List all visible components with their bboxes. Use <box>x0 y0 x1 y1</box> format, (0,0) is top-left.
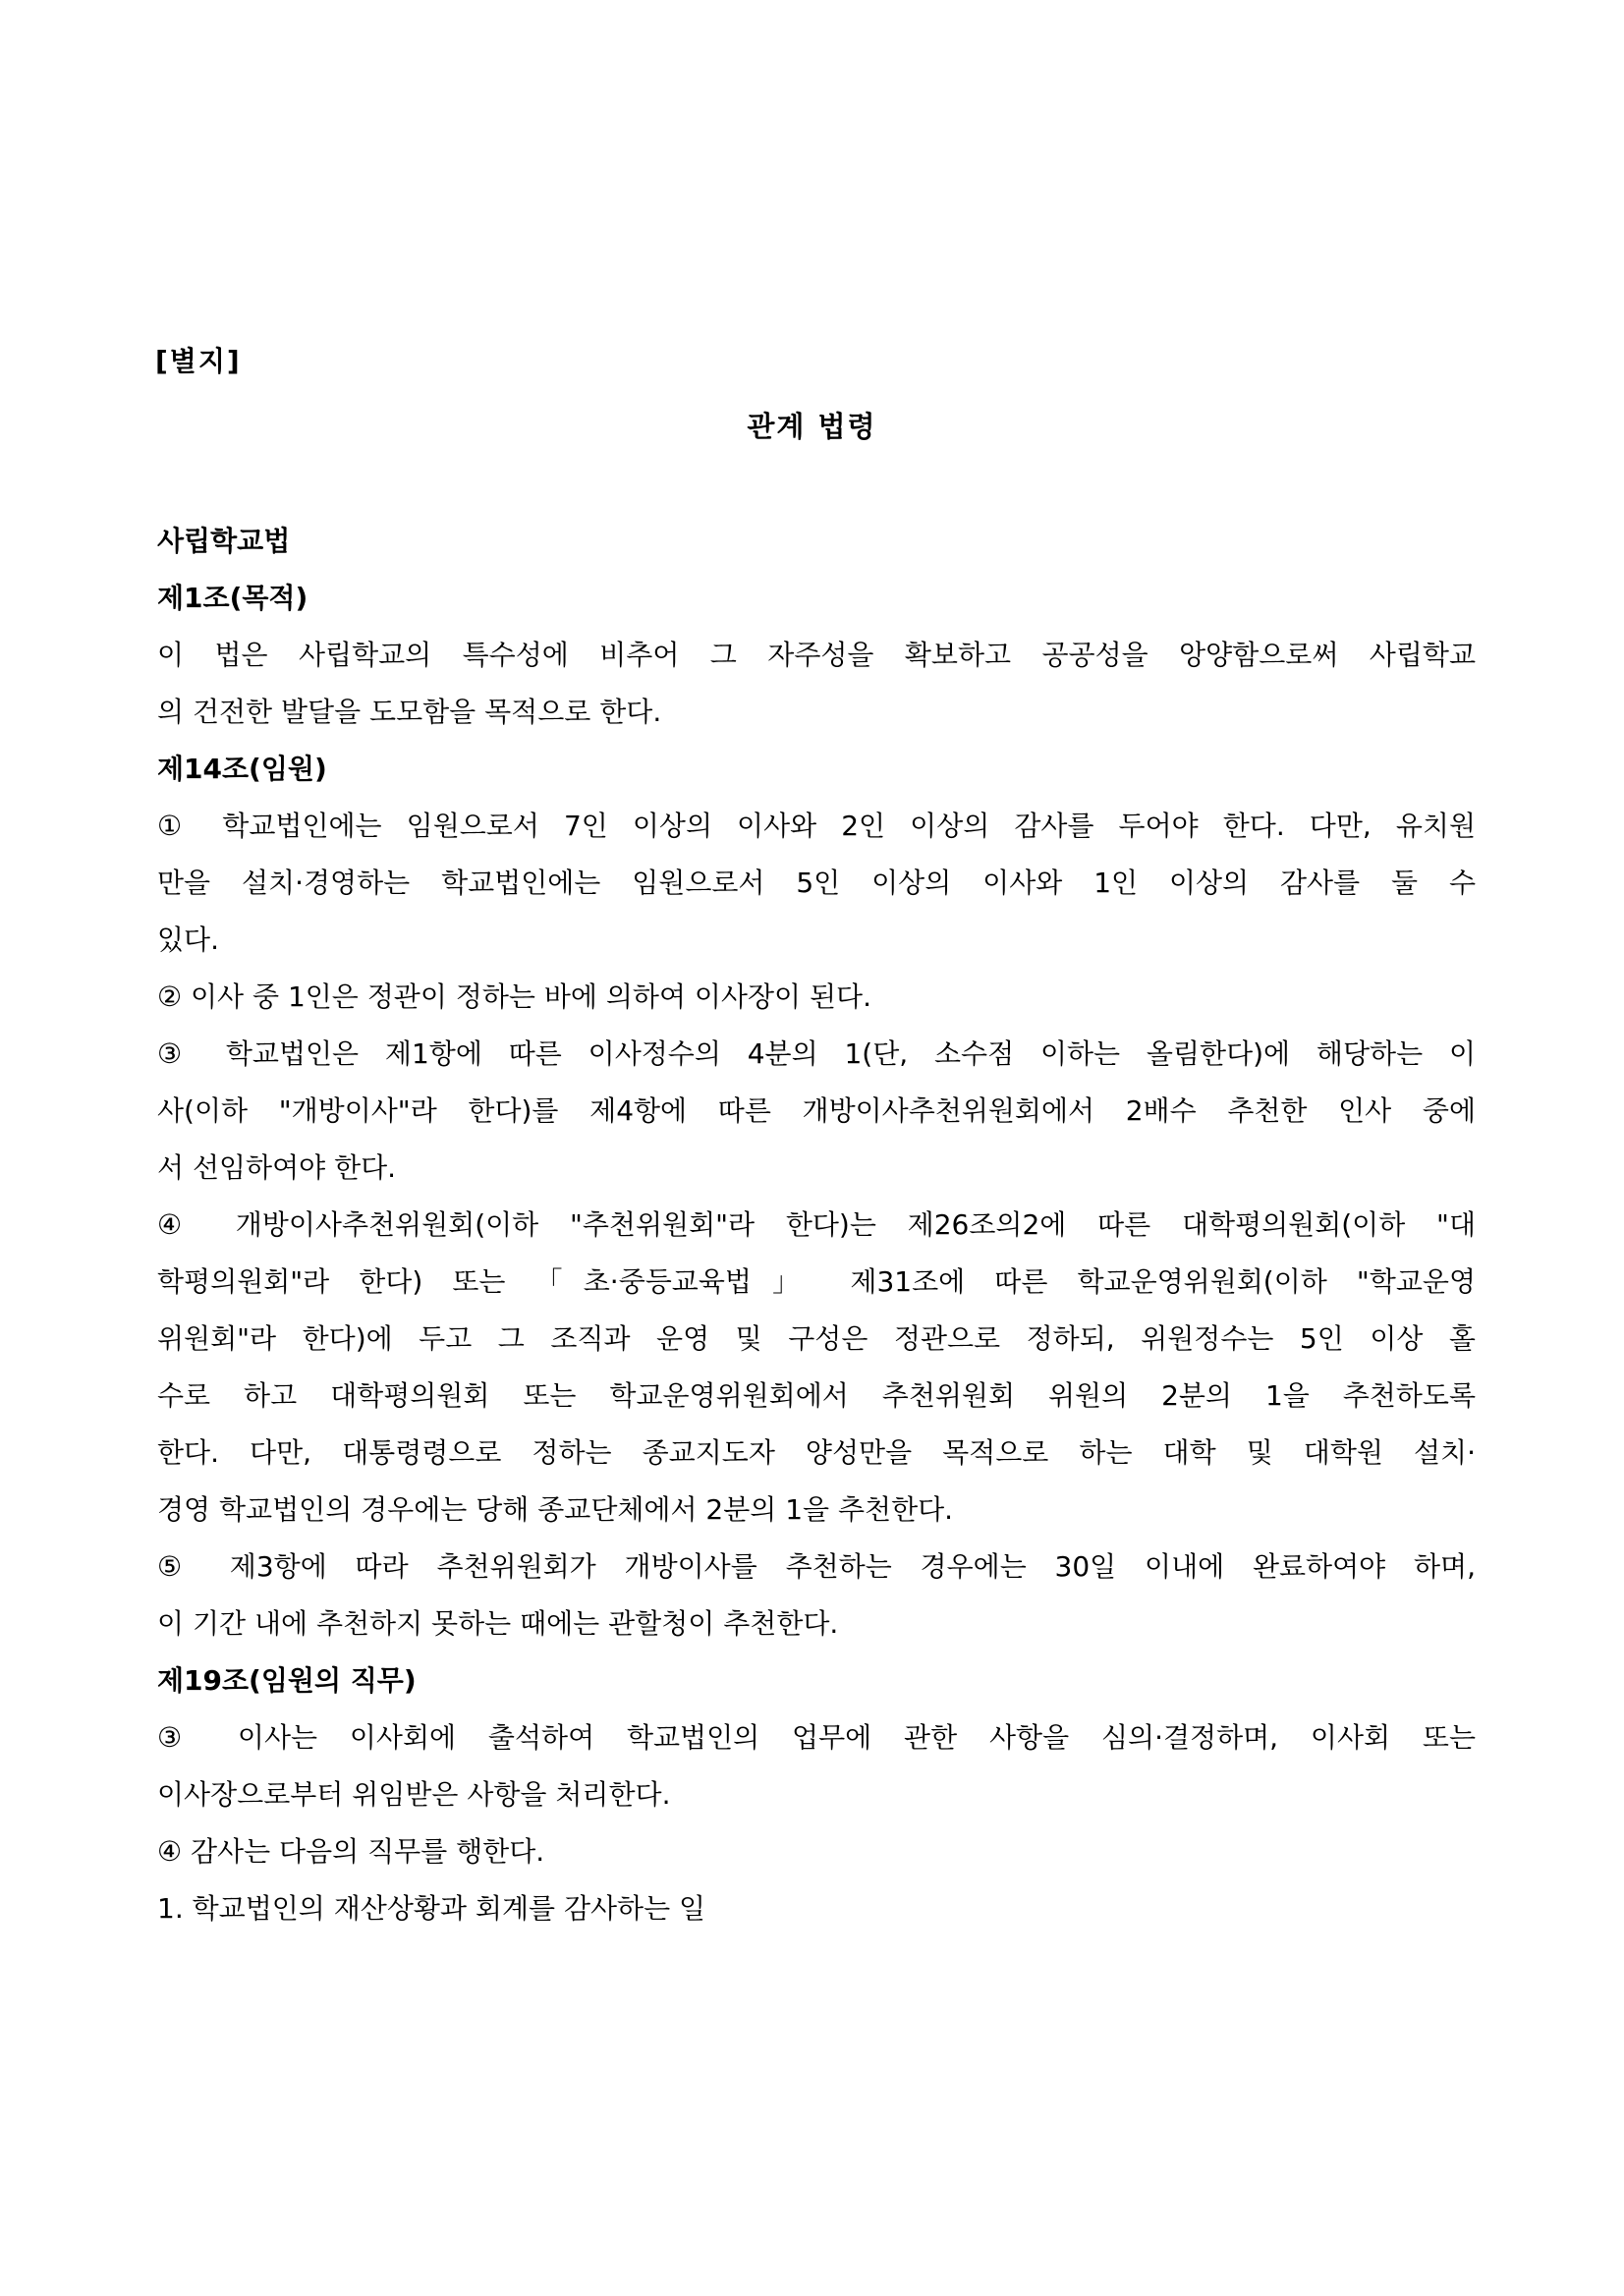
article-1-line: 이 법은 사립학교의 특수성에 비추어 그 자주성을 확보하고 공공성을 앙양함으로써 사립학교 <box>157 639 1476 671</box>
article-14-para-4-line: 학평의원회"라 한다) 또는 「초·중등교육법」 제31조에 따른 학교운영위원회(이하 "학교운영 <box>157 1265 1476 1298</box>
law-name: 사립학교법 <box>157 525 291 557</box>
article-14-para-3-line: 사(이하 "개방이사"라 한다)를 제4항에 따른 개방이사추천위원회에서 2배수 추천한 인사 중에 <box>157 1094 1476 1127</box>
article-14-para-3-line: ③ 학교법인은 제1항에 따른 이사정수의 4분의 1(단, 소수점 이하는 올림한다)에 해당하는 이 <box>157 1037 1476 1070</box>
article-14-para-4-line: 한다. 다만, 대통령령으로 정하는 종교지도자 양성만을 목적으로 하는 대학 및 대학원 설치· <box>157 1436 1476 1469</box>
article-14-para-1-line: 만을 설치·경영하는 학교법인에는 임원으로서 5인 이상의 이사와 1인 이상의 감사를 둘 수 <box>157 867 1476 899</box>
article-19-para-4-item: 1. 학교법인의 재산상황과 회계를 감사하는 일 <box>157 1892 706 1925</box>
document-title: 관계 법령 <box>747 410 877 443</box>
annex-label: [별지] <box>155 345 242 377</box>
article-19-para-3-line: ③ 이사는 이사회에 출석하여 학교법인의 업무에 관한 사항을 심의·결정하며, 이사회 또는 <box>157 1721 1476 1754</box>
article-14-para-2-line: ② 이사 중 1인은 정관이 정하는 바에 의하여 이사장이 된다. <box>157 980 871 1013</box>
article-19-para-3-line: 이사장으로부터 위임받은 사항을 처리한다. <box>157 1778 671 1811</box>
article-14-heading: 제14조(임원) <box>157 753 327 785</box>
article-14-para-4-line: ④ 개방이사추천위원회(이하 "추천위원회"라 한다)는 제26조의2에 따른 대학평의원회(이하 "대 <box>157 1208 1476 1241</box>
law-body <box>157 513 1476 1937</box>
article-14-para-4-line: 수로 하고 대학평의원회 또는 학교운영위원회에서 추천위원회 위원의 2분의 1을 추천하도록 <box>157 1379 1476 1412</box>
article-19-heading: 제19조(임원의 직무) <box>157 1664 417 1697</box>
article-14-para-1-line: 있다. <box>157 924 219 956</box>
article-14-para-5-line: ⑤ 제3항에 따라 추천위원회가 개방이사를 추천하는 경우에는 30일 이내에 완료하여야 하며, <box>157 1550 1476 1583</box>
article-14-para-3-line: 서 선임하여야 한다. <box>157 1151 397 1184</box>
article-14-para-4-line: 위원회"라 한다)에 두고 그 조직과 운영 및 구성은 정관으로 정하되, 위원정수는 5인 이상 홀 <box>157 1322 1476 1355</box>
article-19-para-4-line: ④ 감사는 다음의 직무를 행한다. <box>157 1835 545 1868</box>
article-14-para-1-line: ① 학교법인에는 임원으로서 7인 이상의 이사와 2인 이상의 감사를 두어야 한다. 다만, 유치원 <box>157 810 1476 842</box>
article-1-line: 의 건전한 발달을 도모함을 목적으로 한다. <box>157 696 662 728</box>
article-1-heading: 제1조(목적) <box>157 582 308 614</box>
article-14-para-5-line: 이 기간 내에 추천하지 못하는 때에는 관할청이 추천한다. <box>157 1607 839 1640</box>
article-14-para-4-line: 경영 학교법인의 경우에는 당해 종교단체에서 2분의 1을 추천한다. <box>157 1493 954 1526</box>
